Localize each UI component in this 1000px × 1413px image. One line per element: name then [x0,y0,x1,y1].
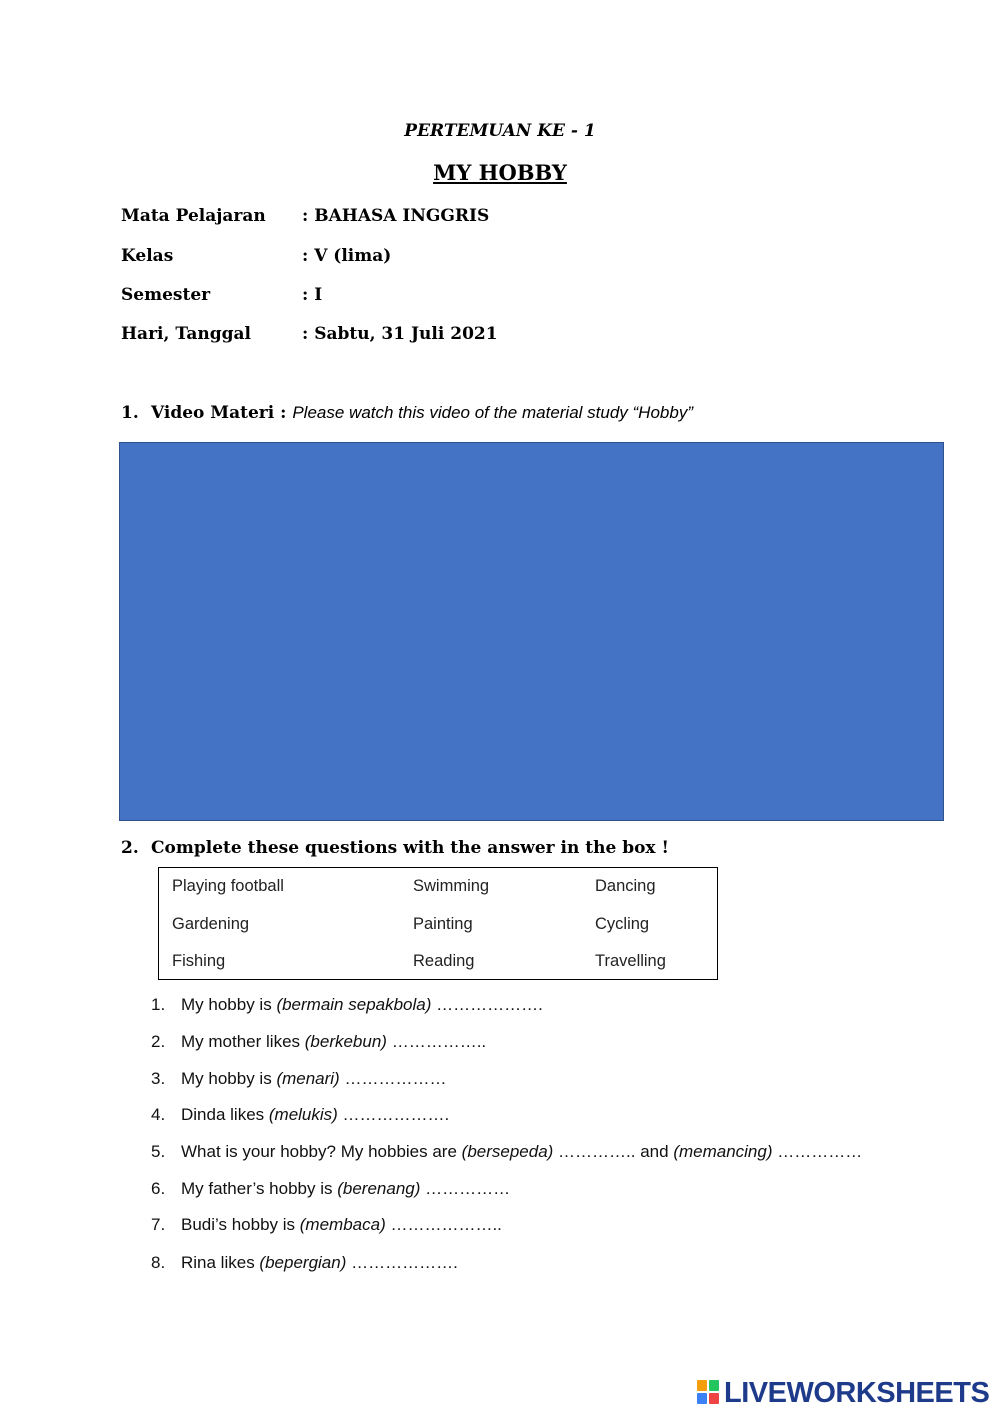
question-text: My father’s hobby is [181,1179,338,1198]
question-number: 1. [151,995,166,1014]
page-title: MY HOBBY [433,160,567,185]
section-video-heading [121,403,693,423]
word-option: Reading [413,952,475,970]
question-hint: (membaca) [299,1215,386,1234]
info-value-subject: : BAHASA INGGRIS [302,206,490,226]
word-option: Dancing [595,877,656,895]
info-label-class: Kelas [121,246,174,266]
question-number: 4. [151,1105,166,1124]
question-item [151,1105,449,1125]
info-label-semester: Semester [121,285,211,305]
answer-blank[interactable]: ……………….. [385,1215,502,1234]
section-number: 2. [121,838,139,858]
answer-blank[interactable]: ………………. [346,1253,458,1272]
question-hint: (bermain sepakbola) [276,995,432,1014]
question-text: My mother likes [181,1032,305,1051]
answer-blank[interactable]: ………………. [431,995,543,1014]
word-option: Cycling [595,915,650,933]
question-number: 5. [151,1142,166,1161]
question-number: 2. [151,1032,166,1051]
question-text: What is your hobby? My hobbies are [181,1142,462,1161]
section-title: Video Materi : [151,403,287,423]
question-hint: (memancing) [673,1142,773,1161]
answer-blank[interactable]: …………… [772,1142,863,1161]
word-option: Gardening [172,915,250,933]
answer-blank[interactable]: ……………… [339,1069,447,1088]
word-option: Fishing [172,952,226,970]
question-number: 6. [151,1179,166,1198]
info-value-date: : Sabtu, 31 Juli 2021 [302,324,498,344]
info-label-date: Hari, Tanggal [121,324,251,344]
answer-blank[interactable]: ………………. [337,1105,450,1124]
word-option: Painting [413,915,473,933]
question-hint: (melukis) [268,1105,338,1124]
question-hint: (berenang) [337,1179,421,1198]
question-number: 7. [151,1215,166,1234]
section-exercise-heading [121,838,669,858]
section-number: 1. [121,403,139,423]
question-text: Dinda likes [181,1105,269,1124]
answer-blank[interactable]: ………….. and [553,1142,674,1161]
question-item [151,1215,502,1235]
question-text: Budi’s hobby is [181,1215,300,1234]
video-player[interactable] [119,442,944,821]
question-number: 3. [151,1069,166,1088]
question-hint: (menari) [276,1069,340,1088]
word-option: Playing football [172,877,284,895]
question-item [151,1069,446,1089]
meeting-heading: PERTEMUAN KE - 1 [404,121,596,141]
word-option: Travelling [595,952,666,970]
answer-word-box [158,867,718,980]
question-item [151,995,543,1015]
question-text: Rina likes [181,1253,260,1272]
info-value-class: : V (lima) [302,246,392,266]
question-item [151,1142,862,1162]
question-item [151,1179,510,1199]
question-hint: (bersepeda) [461,1142,554,1161]
question-hint: (berkebun) [304,1032,387,1051]
word-option: Swimming [413,877,490,895]
question-hint: (bepergian) [259,1253,347,1272]
section-title: Complete these questions with the answer in the box ! [151,838,669,858]
answer-blank[interactable]: …………….. [386,1032,487,1051]
question-number: 8. [151,1253,166,1272]
answer-blank[interactable]: …………… [420,1179,511,1198]
question-item [151,1032,486,1052]
question-text: My hobby is [181,995,277,1014]
liveworksheets-logo[interactable] [697,1377,989,1409]
liveworksheets-logo-text: LIVEWORKSHEETS [724,1376,990,1409]
info-label-subject: Mata Pelajaran [121,206,266,226]
question-item [151,1253,458,1273]
section-description: Please watch this video of the material study “Hobby” [292,403,693,422]
liveworksheets-logo-icon [697,1380,721,1406]
info-value-semester: : I [302,285,323,305]
question-text: My hobby is [181,1069,277,1088]
